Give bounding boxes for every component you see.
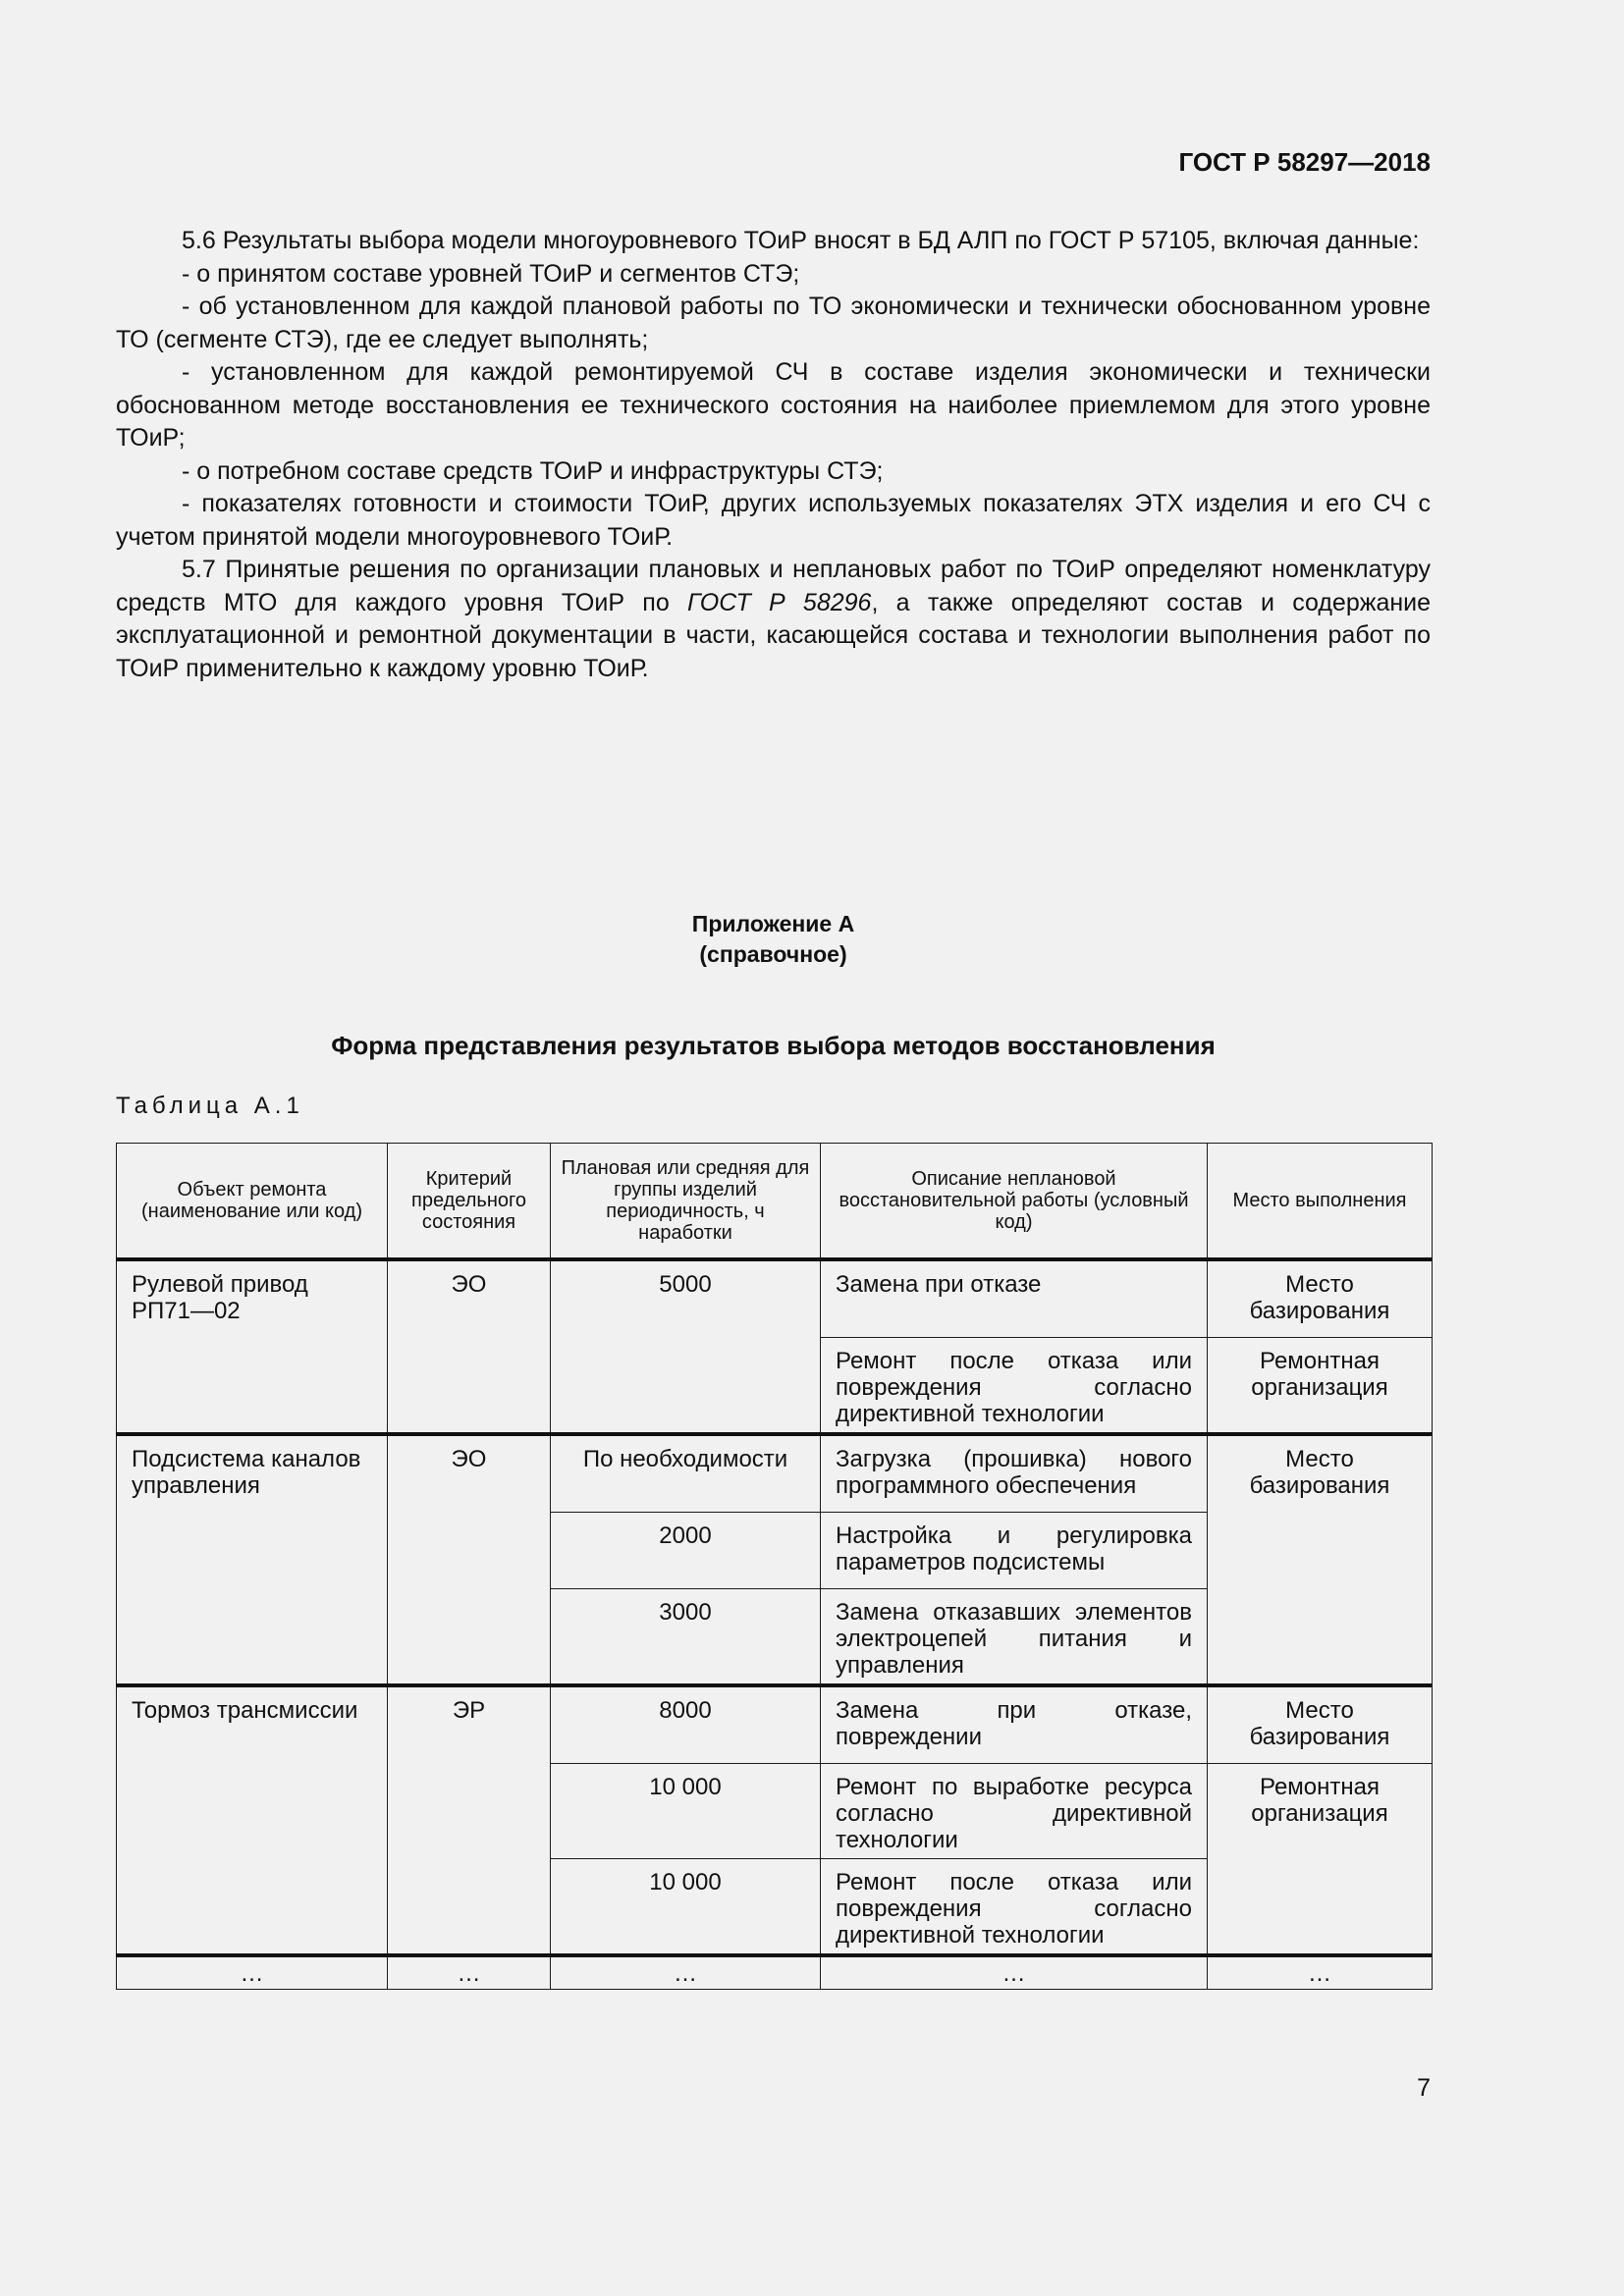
table-group-steering [117,1259,1433,1434]
place-cell: Место базирования [1208,1259,1433,1338]
place-cell: Место базирования [1208,1685,1433,1764]
criterion-cell: ЭО [388,1434,551,1685]
place-cell: Ремонтная организация [1208,1764,1433,1956]
table-ellipsis-row [117,1955,1433,1990]
header-place: Место выполнения [1208,1144,1433,1260]
object-cell: Тормоз трансмиссии [117,1685,388,1955]
work-cell: Загрузка (прошивка) нового программного обеспечения [821,1434,1208,1513]
paragraph-5-7 [116,554,1431,685]
period-cell: 2000 [551,1513,821,1589]
period-cell: 3000 [551,1589,821,1686]
object-cell: Подсистема каналов управления [117,1434,388,1685]
body-text [116,225,1431,685]
repair-methods-table [116,1143,1433,1990]
period-cell: 5000 [551,1259,821,1434]
header-criterion: Критерий предельного состояния [388,1144,551,1260]
paragraph-5-7-text: 5.7 Принятые решения по организации плановых и неплановых работ по ТОиР определяют номенклатуру средств МТО для каждого уровня ТОиР по [116,556,1431,616]
table-row [117,1434,1433,1513]
ellipsis-cell: … [1208,1955,1433,1990]
list-item: - о принятом составе уровней ТОиР и сегментов СТЭ; [182,259,800,288]
place-cell: Ремонтная организация [1208,1338,1433,1435]
appendix-subtitle: (справочное) [699,941,847,967]
ellipsis-cell: … [388,1955,551,1990]
appendix-heading [116,909,1431,970]
period-cell: 10 000 [551,1764,821,1859]
table-row [117,1259,1433,1338]
header-object: Объект ремонта (наименование или код) [117,1144,388,1260]
standard-code: ГОСТ Р 58297—2018 [1178,147,1431,177]
work-cell: Замена при отказе [821,1259,1208,1338]
header-work: Описание неплановой восстановительной работы (условный код) [821,1144,1208,1260]
work-cell: Замена при отказе, повреждении [821,1685,1208,1764]
form-title: Форма представления результатов выбора методов восстановления [331,1031,1216,1060]
table-group-control-channels [117,1434,1433,1685]
list-item: - установленном для каждой ремонтируемой СЧ в составе изделия экономически и технически обоснованном методе восстановления ее технического состояния на наиболее приемлемом для этого уровне ТОиР; [116,358,1431,452]
list-item: - об установленном для каждой плановой работы по ТО экономически и технически обоснованном уровне ТО (сегменте СТЭ), где ее следует выполнять; [116,293,1431,353]
header-period: Плановая или средняя для группы изделий периодичность, ч наработки [551,1144,821,1260]
work-cell: Настройка и регулировка параметров подсистемы [821,1513,1208,1589]
appendix-title: Приложение А [691,911,855,936]
work-cell: Ремонт по выработке ресурса согласно директивной технологии [821,1764,1208,1859]
ellipsis-cell: … [821,1955,1208,1990]
table-header-row [117,1144,1433,1260]
standard-reference: ГОСТ Р 58296 [687,588,872,616]
work-cell: Ремонт после отказа или повреждения согласно директивной технологии [821,1338,1208,1435]
period-cell: По необходимости [551,1434,821,1513]
page-number: 7 [1417,2074,1431,2102]
table-label: Таблица А.1 [116,1093,304,1119]
work-cell: Замена отказавших элементов электроцепей питания и управления [821,1589,1208,1686]
ellipsis-cell: … [551,1955,821,1990]
list-item: - показателях готовности и стоимости ТОиР, других используемых показателях ЭТХ изделия и его СЧ с учетом принятой модели многоуровневого ТОиР. [116,490,1431,551]
table-row [117,1685,1433,1764]
object-cell: Рулевой привод РП71—02 [117,1259,388,1434]
paragraph-5-6: 5.6 Результаты выбора модели многоуровневого ТОиР вносят в БД АЛП по ГОСТ Р 57105, включая данные: [182,227,1420,254]
list-item: - о потребном составе средств ТОиР и инфраструктуры СТЭ; [182,456,884,485]
table-ellipsis-group [117,1955,1433,1990]
period-cell: 10 000 [551,1859,821,1956]
place-cell: Место базирования [1208,1434,1433,1685]
table-group-brake [117,1685,1433,1955]
period-cell: 8000 [551,1685,821,1764]
criterion-cell: ЭО [388,1259,551,1434]
paragraph-5-7-text-end: , а также определяют состав и содержание эксплуатационной и ремонтной документации в части, касающейся состава и технологии выполнения работ по ТОиР применительно к каждому уровню ТОиР. [116,588,1432,682]
criterion-cell: ЭР [388,1685,551,1955]
ellipsis-cell: … [117,1955,388,1990]
work-cell: Ремонт после отказа или повреждения согласно директивной технологии [821,1859,1208,1956]
